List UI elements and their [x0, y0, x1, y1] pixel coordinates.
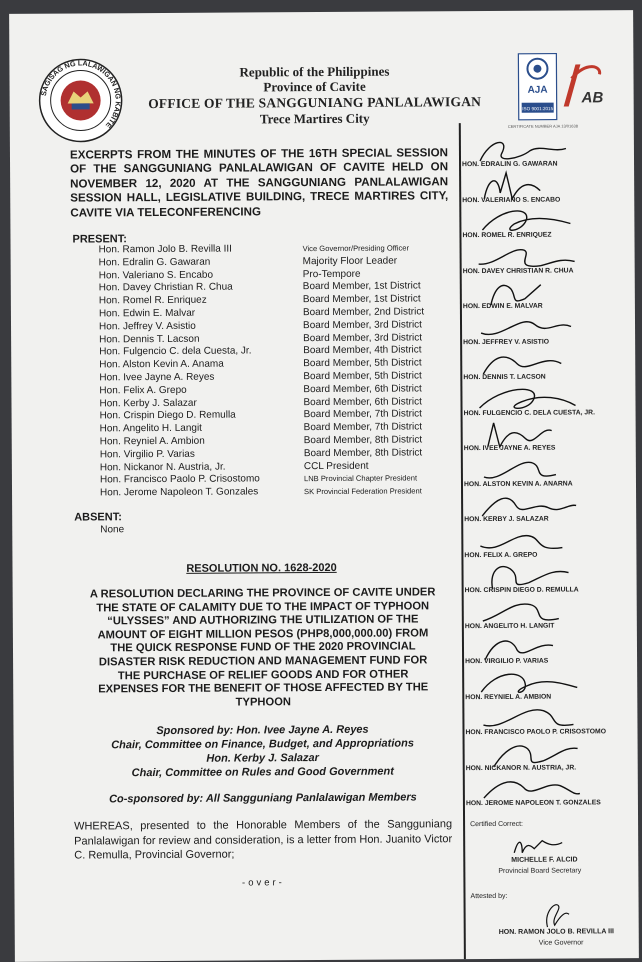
signatory-name: HON. ANGELITO H. LANGIT: [464, 622, 555, 630]
svg-text:AB: AB: [581, 89, 604, 107]
member-row: [100, 485, 450, 500]
member-position: Board Member, 5th District: [303, 357, 422, 370]
sponsor-line-1: Sponsored by: Hon. Ivee Jayne A. Reyes: [156, 723, 369, 738]
attested-label: Attested by:: [470, 892, 508, 901]
member-name: Hon. Romel R. Enriquez: [98, 294, 207, 307]
member-position: Pro-Tempore: [302, 268, 361, 280]
member-name: Hon. Dennis T. Lacson: [99, 333, 200, 345]
signatory-name: HON. EDWIN E. MALVAR: [462, 302, 543, 311]
signatory-name: HON. VALERIANO S. ENCABO: [462, 196, 561, 204]
member-name: Hon. Kerby J. Salazar: [99, 397, 197, 409]
vab-accreditation-icon: [557, 58, 603, 116]
secretary-position: Provincial Board Secretary: [498, 867, 582, 875]
signature-divider: [459, 123, 466, 959]
signatory-name: HON. CRISPIN DIEGO D. REMULLA: [464, 586, 579, 595]
member-name: Hon. Francisco Paolo P. Crisostomo: [99, 473, 260, 486]
signatory-name: HON. FELIX A. GREPO: [464, 551, 538, 559]
session-title: EXCERPTS FROM THE MINUTES OF THE 16TH SPECIAL SESSION OF THE SANGGUNIANG PANLALAWIGAN OF CAVITE HELD ON NOVEMBER 12, 2020 AT THE SANGGUNIANG PANLALAWIGAN SESSION HALL, LEGISLATIVE BUILDING, TRECE MARTIRES CITY, CAVITE VIA TELECONFERENCING: [69, 146, 449, 220]
member-name: Hon. Nickanor N. Austria, Jr.: [99, 461, 226, 473]
member-position: Board Member, 6th District: [303, 395, 422, 408]
member-name: Hon. Ramon Jolo B. Revilla III: [98, 243, 232, 256]
member-position: Board Member, 4th District: [303, 344, 422, 357]
signatory-name: HON. JEFFREY V. ASISTIO: [463, 338, 550, 346]
header-city: Trece Martires City: [259, 110, 370, 127]
signatory-name: HON. EDRALIN G. GAWARAN: [462, 160, 558, 169]
member-position: Board Member, 7th District: [303, 421, 423, 434]
signatory-name: HON. IVEE JAYNE A. REYES: [463, 444, 556, 453]
member-position: Board Member, 8th District: [303, 447, 423, 459]
member-position: Vice Governor/Presiding Officer: [302, 243, 410, 254]
member-position: Board Member, 8th District: [303, 434, 423, 447]
member-name: Hon. Felix A. Grepo: [99, 384, 187, 397]
signatory-name: HON. ROMEL R. ENRIQUEZ: [462, 231, 552, 240]
whereas-clause: WHEREAS, presented to the Honorable Members of the Sangguniang Panlalawigan for review and consideration, is a letter from Hon. Juanito Victor C. Remulla, Provincial Governor;: [74, 818, 453, 862]
member-name: Hon. Angelito H. Langit: [99, 422, 202, 435]
aja-certification-icon: [517, 53, 557, 123]
signatory-name: HON. DENNIS T. LACSON: [463, 373, 546, 382]
sponsor-line-3: Hon. Kerby J. Salazar: [206, 752, 319, 765]
signatory-name: HON. JEROME NAPOLEON T. GONZALES: [465, 799, 601, 808]
resolution-title: A RESOLUTION DECLARING THE PROVINCE OF CAVITE UNDER THE STATE OF CALAMITY DUE TO THE IMPACT OF TYPHOON “ULYSSES” AND AUTHORIZING THE UTILIZATION OF THE AMOUNT OF EIGHT MILLION PESOS (PHP8,000,000.00) FROM THE QUICK RESPONSE FUND OF THE 2020 PROVINCIAL DISASTER RISK REDUCTION AND MANAGEMENT FUND FOR THE PURCHASE OF RELIEF GOODS AND FOR OTHER EXPENSES FOR THE BENEFIT OF THOSE AFFECTED BY THE TYPHOON: [89, 586, 436, 709]
absent-label: ABSENT:: [74, 511, 122, 524]
member-position: Board Member, 7th District: [303, 408, 422, 421]
present-label: PRESENT:: [72, 233, 127, 246]
header-province: Province of Cavite: [263, 78, 366, 95]
member-name: Hon. Fulgencio C. dela Cuesta, Jr.: [99, 345, 252, 358]
member-position: LNB Provincial Chapter President: [303, 473, 418, 484]
vice-governor-name: HON. RAMON JOLO B. REVILLA III: [498, 928, 614, 936]
vice-governor-signature: [525, 894, 585, 930]
sponsor-line-4: Chair, Committee on Rules and Good Government: [131, 765, 394, 780]
signatory-name: HON. DAVEY CHRISTIAN R. CHUA: [462, 266, 574, 275]
secretary-name: MICHELLE F. ALCID: [511, 856, 578, 864]
absent-value: None: [100, 524, 125, 536]
svg-text:SAGISAG NG LALAWIGAN NG KABITE: SAGISAG NG LALAWIGAN NG KABITE: [38, 58, 123, 130]
certificate-number: CERTIFICATE NUMBER AJA 13/01638: [507, 123, 578, 129]
member-position: Board Member, 3rd District: [302, 319, 422, 331]
member-position: Board Member, 6th District: [303, 383, 422, 395]
signatory-name: HON. FRANCISCO PAOLO P. CRISOSTOMO: [465, 728, 607, 737]
member-position: Board Member, 1st District: [302, 293, 421, 306]
member-name: Hon. Edwin E. Malvar: [98, 307, 196, 320]
member-position: Board Member, 3rd District: [303, 331, 423, 344]
signatory-name: HON. REYNIEL A. AMBION: [465, 693, 552, 701]
member-name: Hon. Alston Kevin A. Anama: [99, 358, 224, 371]
header-republic: Republic of the Philippines: [239, 63, 390, 80]
member-name: Hon. Crispin Diego D. Remulla: [99, 409, 236, 422]
header-office: OFFICE OF THE SANGGUNIANG PANLALAWIGAN: [148, 94, 482, 112]
sponsor-line-2: Chair, Committee on Finance, Budget, and Appropriations: [111, 737, 414, 752]
member-name: Hon. Jerome Napoleon T. Gonzales: [100, 486, 259, 499]
member-position: CCL President: [303, 460, 369, 472]
cosponsor-line: Co-sponsored by: All Sangguniang Panlalawigan Members: [109, 791, 417, 806]
provincial-seal-icon: [37, 57, 124, 144]
member-name: Hon. Edralin G. Gawaran: [98, 256, 211, 269]
member-name: Hon. Valeriano S. Encabo: [98, 269, 214, 281]
member-name: Hon. Davey Christian R. Chua: [98, 281, 233, 294]
member-name: Hon. Ivee Jayne A. Reyes: [99, 371, 215, 384]
signatory-name: HON. ALSTON KEVIN A. ANARNA: [463, 479, 573, 488]
signatory-name: HON. VIRGILIO P. VARIAS: [465, 657, 549, 666]
signatory-name: HON. NICKANOR N. AUSTRIA, JR.: [465, 763, 577, 772]
member-position: Board Member, 5th District: [303, 370, 422, 383]
svg-text:ISO 9001:2015: ISO 9001:2015: [522, 106, 554, 112]
member-position: SK Provincial Federation President: [304, 486, 422, 497]
member-name: Hon. Reyniel A. Ambion: [99, 435, 205, 448]
present-members-list: [99, 242, 451, 500]
certified-label: Certified Correct:: [470, 820, 523, 829]
member-position: Board Member, 1st District: [302, 280, 421, 293]
signatory-name: HON. KERBY J. SALAZAR: [464, 515, 549, 524]
member-position: Majority Floor Leader: [302, 255, 398, 267]
signatory-name: HON. FULGENCIO C. DELA CUESTA, JR.: [463, 408, 595, 417]
vice-governor-position: Vice Governor: [538, 939, 584, 947]
member-position: Board Member, 2nd District: [302, 306, 425, 319]
svg-text:AJA: AJA: [527, 84, 548, 96]
over-marker: -over-: [241, 877, 285, 889]
member-name: Hon. Virgilio P. Varias: [99, 448, 195, 461]
member-name: Hon. Jeffrey V. Asistio: [98, 320, 196, 333]
document-page: [9, 10, 639, 962]
resolution-number: RESOLUTION NO. 1628-2020: [186, 561, 337, 575]
